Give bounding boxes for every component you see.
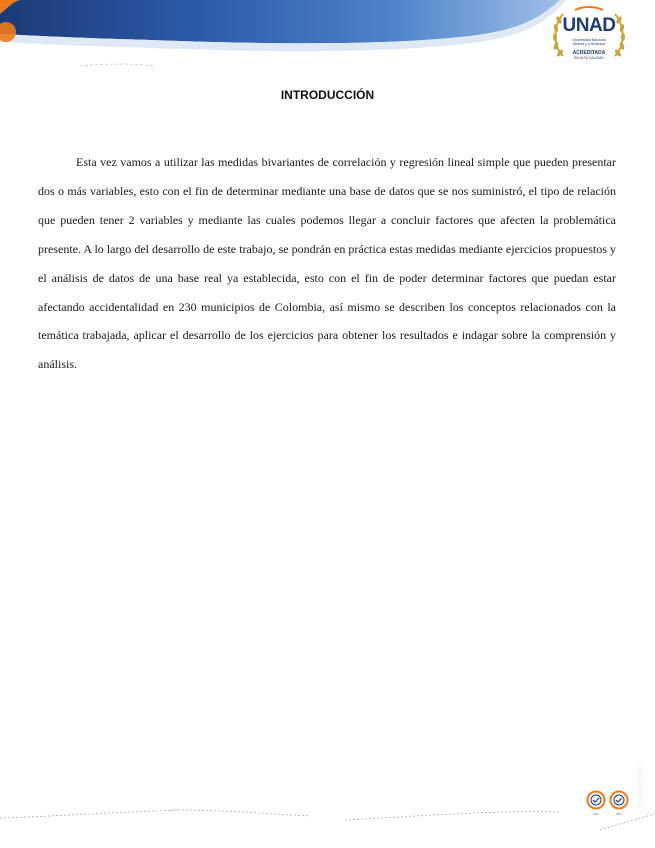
logo-accreditation: ACREDITADA	[572, 50, 606, 56]
certification-label: ISO	[616, 812, 622, 816]
intro-paragraph: Esta vez vamos a utilizar las medidas bivariantes de correlación y regresión lineal simple que pueden presentar dos o más variables, esto con el fin de determinar mediante una base de datos que se nos suministró, el tipo de relación que pueden tener 2 variables y mediante las cuales podemos llegar a concluir factores que afecten la problemática presente. A lo largo del desarrollo de este trabajo, se pondrán en práctica estas medidas mediante ejercicios propuestos y el análisis de datos de una base real ya establecida, esto con el fin de poder determinar factores que puedan estar afectando accidentalidad en 230 municipios de Colombia, así mismo se describen los conceptos relacionados con la temática trabajada, aplicar el desarrollo de los ejercicios para obtener los resultados e indagar sobre la comprensión y análisis.	[38, 155, 616, 372]
logo-wordmark: UNAD	[562, 15, 616, 36]
page-title: INTRODUCCIÓN	[280, 88, 375, 102]
logo-accreditation-sub: EN ALTA CALIDAD	[574, 56, 604, 60]
certification-label: ISO	[593, 812, 599, 816]
certification-badge-1	[586, 790, 606, 816]
logo-line-1: Universidad Nacional	[572, 38, 606, 42]
logo-line-2: Abierta y a Distancia	[572, 42, 606, 46]
unad-logo	[549, 6, 629, 66]
footer-decoration	[0, 760, 655, 848]
certification-icon	[586, 790, 606, 812]
certification-icon	[609, 790, 629, 812]
certification-badge-2	[609, 790, 629, 816]
